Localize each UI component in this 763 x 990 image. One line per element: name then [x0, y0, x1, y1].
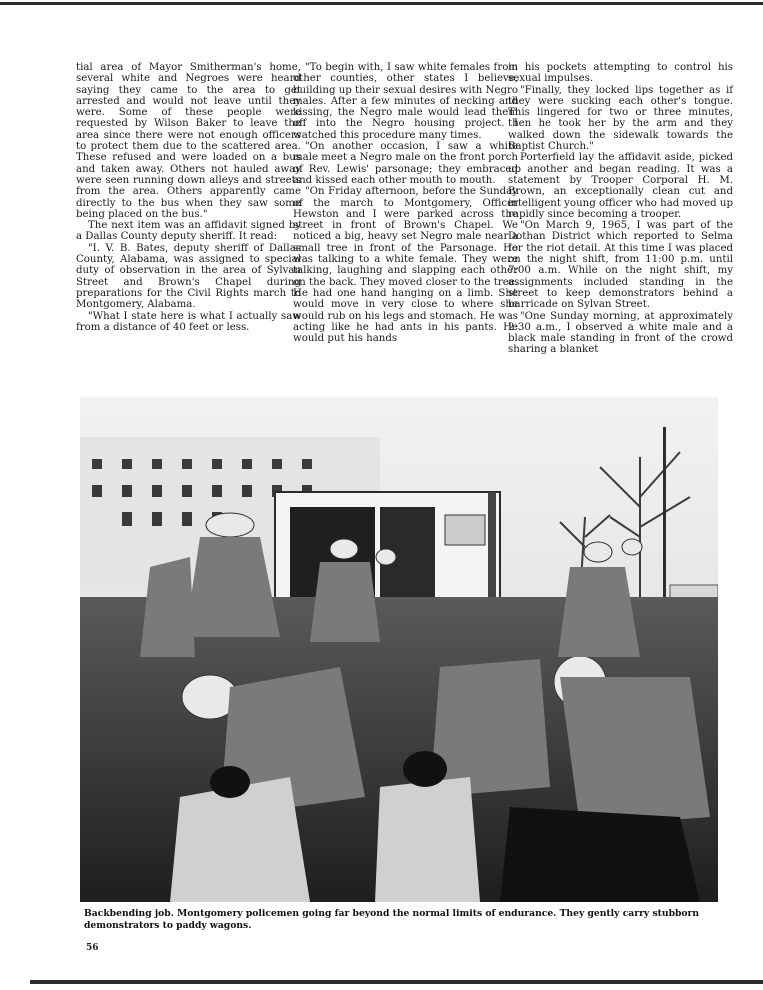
news-photograph [80, 397, 718, 902]
article-paragraph: The next item was an affidavit signed by a Dallas County deputy sheriff. It read: [76, 220, 301, 243]
article-paragraph: "I. V. B. Bates, deputy sheriff of Dallas County, Alabama, was assigned to special duty of observation in the area of Sylvan Street and Brown's Chapel during preparations for the Civil Rights march to Montgomery, Alabama. [76, 242, 301, 311]
article-paragraph: tial area of Mayor Smitherman's home, several white and Negroes were heard saying they came to the area to get arrested and would not leave until they were. Some of these people were requested by Wilson Baker to leave the area since there were not enough officers to protect them due to the scattered area. These refused and were loaded on a bus and taken away. Others not hauled away were seen running down alleys and streets from the area. Others apparently came directly to the bus when they saw some being placed on the bus." [76, 62, 301, 220]
article-paragraph: Porterfield lay the affidavit aside, picked up another and began reading. It was a statement by Trooper Corporal H. M. Brown, an exceptionally clean cut and intelligent young officer who had moved up rapidly since becoming a trooper. [508, 152, 733, 220]
article-paragraph: "Finally, they locked lips together as if they were sucking each other's tongue. This lingered for two or three minutes, then he took her by the arm and they walked down the sidewalk towards the Baptist Church." [508, 84, 733, 153]
article-paragraph: "On another occasion, I saw a white male meet a Negro male on the front porch of Rev. Lewis' parsonage; they embraced and kissed each other mouth to mouth. [293, 141, 518, 186]
article-column-1 [76, 62, 301, 333]
article-column-3 [508, 62, 733, 356]
top-border-rule [0, 2, 763, 5]
article-paragraph: "On Friday afternoon, before the Sunday of the march to Montgomery, Officer Hewston and I were parked across the street in front of Brown's Chapel. We noticed a big, heavy set Negro male near a small tree in front of the Parsonage. He was talking to a white female. They were talking, laughing and slapping each other on the back. They moved closer to the tree. He had one hand hanging on a limb. She would move in very close to where she would rub on his legs and stomach. He was acting like he had ants in his pants. He would put his hands [293, 186, 518, 345]
article-paragraph: "What I state here is what I actually saw from a distance of 40 feet or less. [76, 310, 301, 333]
article-paragraph: "On March 9, 1965, I was part of the Dothan District which reported to Selma for the riot detail. At this time I was placed on the night shift, from 11:00 p.m. until 7:00 a.m. While on the night shift, my assignments included standing in the street to keep demonstrators behind a barricade on Sylvan Street. [508, 220, 733, 311]
article-paragraph: "One Sunday morning, at approximately 2:30 a.m., I observed a white male and a black male standing in front of the crowd sharing a blanket [508, 310, 733, 356]
photo-caption: Backbending job. Montgomery policemen going far beyond the normal limits of endurance. They gently carry stubborn demonstrators to paddy wagons. [84, 908, 700, 931]
article-paragraph: in his pockets attempting to control his sexual impulses. [508, 62, 733, 85]
article-column-2 [293, 62, 518, 344]
page-number: 56 [86, 943, 99, 953]
bottom-border-rule [30, 980, 763, 984]
article-paragraph: "To begin with, I saw white females from other counties, other states I believe, building up their sexual desires with Negro males. After a few minutes of necking and kissing, the Negro male would lead them off into the Negro housing project. I watched this procedure many times. [293, 62, 518, 141]
